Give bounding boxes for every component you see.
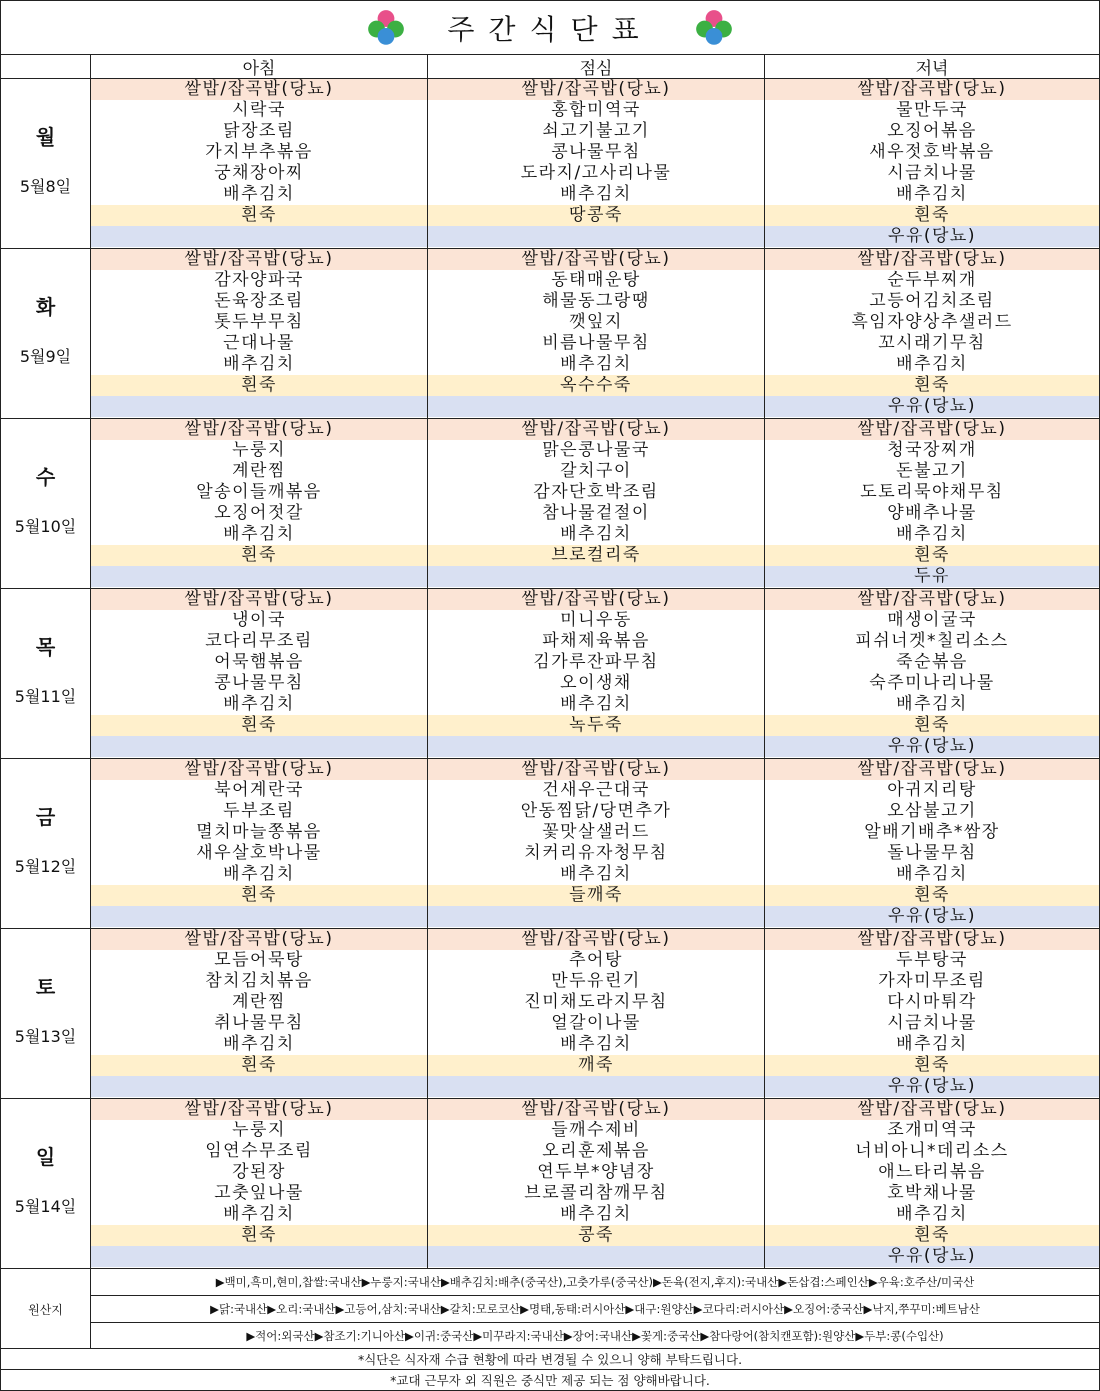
menu-item: 흑임자양상추샐러드 (851, 312, 1013, 332)
menu-item: 도라지/고사리나물 (520, 163, 672, 183)
menu-item: 흰죽 (914, 1055, 950, 1075)
menu-item: 돌나물무침 (887, 843, 977, 863)
menu-item (428, 906, 764, 927)
menu-item: 돈육장조림 (214, 291, 304, 311)
menu-item: 흰죽 (914, 205, 950, 225)
menu-item: 배추김치 (223, 1034, 295, 1054)
menu-item: 배추김치 (223, 694, 295, 714)
menu-item: 흰죽 (914, 715, 950, 735)
menu-item: 배추김치 (223, 184, 295, 204)
column-header-breakfast: 아침 (91, 55, 427, 79)
menu-item: 냉이국 (232, 610, 286, 630)
day-label (1, 79, 90, 249)
menu-item: 쌀밥/잡곡밥(당뇨) (521, 419, 671, 439)
menu-item: 얼갈이나물 (551, 1013, 641, 1033)
menu-item: 우유(당뇨) (888, 396, 976, 416)
menu-item: 죽순볶음 (896, 652, 968, 672)
dinner-cell (765, 1099, 1099, 1269)
lunch-cell (428, 249, 764, 419)
menu-item: 쌀밥/잡곡밥(당뇨) (521, 589, 671, 609)
menu-item: 도토리묵야채무침 (860, 482, 1004, 502)
column-header-lunch: 점심 (428, 55, 764, 79)
menu-item: 비름나물무침 (542, 333, 650, 353)
menu-item (91, 1076, 427, 1097)
menu-item: 배추김치 (223, 354, 295, 374)
menu-item: 강된장 (232, 1162, 286, 1182)
menu-item: 쌀밥/잡곡밥(당뇨) (857, 929, 1007, 949)
menu-item: 콩죽 (578, 1225, 614, 1245)
menu-item: 배추김치 (223, 524, 295, 544)
menu-item: 쌀밥/잡곡밥(당뇨) (857, 1099, 1007, 1119)
menu-item: 우유(당뇨) (888, 226, 976, 246)
menu-item: 감자단호박조림 (533, 482, 659, 502)
menu-item: 피쉬너겟*칠리소스 (855, 631, 1009, 651)
menu-item: 누룽지 (232, 1120, 286, 1140)
lunch-cell (428, 1099, 764, 1269)
menu-item: 가지부추볶음 (205, 142, 313, 162)
menu-item: 너비아니*데리소스 (855, 1141, 1009, 1161)
menu-item: 우유(당뇨) (888, 1076, 976, 1096)
title-bar (1, 1, 1099, 55)
menu-item (428, 1076, 764, 1097)
menu-item: 콩나물무침 (214, 673, 304, 693)
menu-item: 임연수무조림 (205, 1141, 313, 1161)
menu-item: 궁채장아찌 (214, 163, 304, 183)
menu-item: 안동찜닭/당면추가 (520, 801, 672, 821)
menu-item: 누룽지 (232, 440, 286, 460)
menu-item (91, 566, 427, 587)
day-label (1, 249, 90, 419)
menu-item: 흰죽 (914, 545, 950, 565)
menu-item: 어묵햄볶음 (214, 652, 304, 672)
menu-item: 물만두국 (896, 100, 968, 120)
menu-item (428, 1246, 764, 1267)
dinner-cell (765, 249, 1099, 419)
day-date: 5월10일 (14, 517, 77, 536)
menu-item: 오삼불고기 (887, 801, 977, 821)
menu-item: 쌀밥/잡곡밥(당뇨) (857, 79, 1007, 99)
menu-item: 시금치나물 (887, 1013, 977, 1033)
day-name: 일 (35, 1145, 56, 1169)
lunch-cell (428, 79, 764, 249)
lunch-cell (428, 929, 764, 1099)
menu-item: 추어탕 (569, 950, 623, 970)
menu-item: 다시마튀각 (887, 992, 977, 1012)
menu-item: 쌀밥/잡곡밥(당뇨) (857, 249, 1007, 269)
menu-item: 쌀밥/잡곡밥(당뇨) (521, 759, 671, 779)
menu-item: 배추김치 (896, 1204, 968, 1224)
menu-item: 쌀밥/잡곡밥(당뇨) (521, 929, 671, 949)
menu-item: 닭장조림 (223, 121, 295, 141)
day-label (1, 589, 90, 759)
clover-icon (693, 7, 735, 49)
origin-line: ▶닭:국내산▶오리:국내산▶고등어,삼치:국내산▶갈치:모로코산▶명태,동태:러시아산▶대구:원양산▶코다리:러시아산▶오징어:중국산▶낙지,쭈꾸미:베트남산 (210, 1302, 980, 1316)
menu-item: 가자미무조림 (878, 971, 986, 991)
menu-item (428, 226, 764, 247)
menu-item: 계란찜 (232, 461, 286, 481)
column-header-dinner: 저녁 (765, 55, 1099, 79)
menu-item: 고춧잎나물 (214, 1183, 304, 1203)
menu-item: 두부탕국 (896, 950, 968, 970)
day-label (1, 759, 90, 929)
menu-item: 흰죽 (241, 1225, 277, 1245)
menu-item: 호박채나물 (887, 1183, 977, 1203)
dinner-cell (765, 79, 1099, 249)
day-date: 5월13일 (14, 1027, 77, 1046)
menu-item: 배추김치 (560, 524, 632, 544)
menu-item (91, 396, 427, 417)
menu-item: 멸치마늘쫑볶음 (196, 822, 322, 842)
menu-item: 파채제육볶음 (542, 631, 650, 651)
menu-item: 해물동그랑땡 (542, 291, 650, 311)
menu-item: 꼬시래기무침 (878, 333, 986, 353)
menu-item: 배추김치 (560, 1204, 632, 1224)
menu-item: 쌀밥/잡곡밥(당뇨) (857, 589, 1007, 609)
menu-item: 배추김치 (896, 1034, 968, 1054)
menu-item: 고등어김치조림 (869, 291, 995, 311)
menu-item: 모듬어묵탕 (214, 950, 304, 970)
day-name: 금 (35, 805, 56, 829)
menu-item: 코다리무조림 (205, 631, 313, 651)
menu-item: 건새우근대국 (542, 780, 650, 800)
day-label (1, 929, 90, 1099)
menu-item: 쌀밥/잡곡밥(당뇨) (857, 759, 1007, 779)
menu-item: 오이생채 (560, 673, 632, 693)
day-name: 토 (35, 975, 56, 999)
day-name: 화 (35, 295, 56, 319)
menu-item: 애느타리볶음 (878, 1162, 986, 1182)
day-label (1, 1099, 90, 1269)
menu-item: 배추김치 (560, 864, 632, 884)
menu-item: 두부조림 (223, 801, 295, 821)
menu-item: 흰죽 (914, 885, 950, 905)
menu-item: 매생이굴국 (887, 610, 977, 630)
menu-item: 조개미역국 (887, 1120, 977, 1140)
menu-item: 알배기배추*쌈장 (864, 822, 1000, 842)
menu-item: 아귀지리탕 (887, 780, 977, 800)
dinner-cell (765, 589, 1099, 759)
menu-item: 감자양파국 (214, 270, 304, 290)
menu-item: 배추김치 (896, 524, 968, 544)
menu-item (428, 736, 764, 757)
day-date: 5월12일 (14, 857, 77, 876)
page-title: 주간식단표 (447, 12, 653, 46)
menu-item: 들깨수제비 (551, 1120, 641, 1140)
menu-item: 참나물겉절이 (542, 503, 650, 523)
origin-label: 원산지 (28, 1302, 63, 1317)
menu-item: 오리훈제볶음 (542, 1141, 650, 1161)
dinner-cell (765, 929, 1099, 1099)
menu-item: 참치김치볶음 (205, 971, 313, 991)
menu-item: 우유(당뇨) (888, 1246, 976, 1266)
column-header-day (1, 55, 90, 79)
menu-item: 쇠고기불고기 (542, 121, 650, 141)
menu-item: 쌀밥/잡곡밥(당뇨) (184, 1099, 334, 1119)
clover-icon (365, 7, 407, 49)
menu-item: 시금치나물 (887, 163, 977, 183)
menu-item: 배추김치 (896, 184, 968, 204)
breakfast-cell (91, 79, 427, 249)
footnote: *식단은 식자재 수급 현황에 따라 변경될 수 있으니 양해 부탁드립니다. (1, 1348, 1099, 1370)
breakfast-cell (91, 929, 427, 1099)
menu-item: 배추김치 (560, 184, 632, 204)
lunch-cell (428, 419, 764, 589)
menu-item: 홍합미역국 (551, 100, 641, 120)
breakfast-cell (91, 249, 427, 419)
menu-item: 브로콜리참깨무침 (524, 1183, 668, 1203)
menu-item: 흰죽 (241, 205, 277, 225)
menu-item: 배추김치 (560, 354, 632, 374)
menu-item (428, 396, 764, 417)
menu-item: 순두부찌개 (887, 270, 977, 290)
menu-item: 옥수수죽 (560, 375, 632, 395)
day-date: 5월11일 (14, 687, 77, 706)
menu-item: 미니우동 (560, 610, 632, 630)
menu-item: 동태매운탕 (551, 270, 641, 290)
menu-item: 치커리유자청무침 (524, 843, 668, 863)
menu-item (91, 906, 427, 927)
breakfast-cell (91, 759, 427, 929)
menu-item: 청국장찌개 (887, 440, 977, 460)
menu-item (428, 566, 764, 587)
origin-line: ▶백미,흑미,현미,찹쌀:국내산▶누룽지:국내산▶배추김치:배추(중국산),고춧가루(중국산)▶돈육(전지,후지):국내산▶돈삽겹:스페인산▶우육:호주산/미국산 (215, 1275, 975, 1289)
menu-item: 오징어젓갈 (214, 503, 304, 523)
day-name: 수 (35, 465, 56, 489)
menu-item: 흰죽 (914, 375, 950, 395)
menu-item: 흰죽 (241, 545, 277, 565)
menu-item: 쌀밥/잡곡밥(당뇨) (184, 79, 334, 99)
lunch-cell (428, 759, 764, 929)
menu-item (91, 736, 427, 757)
menu-item: 흰죽 (241, 1055, 277, 1075)
day-name: 목 (35, 635, 56, 659)
menu-item: 김가루잔파무침 (533, 652, 659, 672)
breakfast-cell (91, 419, 427, 589)
menu-item: 쌀밥/잡곡밥(당뇨) (184, 929, 334, 949)
day-date: 5월8일 (19, 177, 72, 196)
menu-item: 쌀밥/잡곡밥(당뇨) (184, 759, 334, 779)
menu-item: 계란찜 (232, 992, 286, 1012)
day-date: 5월14일 (14, 1197, 77, 1216)
menu-item: 갈치구이 (560, 461, 632, 481)
menu-item: 근대나물 (223, 333, 295, 353)
menu-item: 흰죽 (914, 1225, 950, 1245)
menu-item (91, 226, 427, 247)
menu-item: 배추김치 (223, 864, 295, 884)
menu-item: 들깨죽 (569, 885, 623, 905)
menu-item: 배추김치 (560, 1034, 632, 1054)
menu-item: 녹두죽 (569, 715, 623, 735)
menu-item: 흰죽 (241, 885, 277, 905)
menu-item: 쌀밥/잡곡밥(당뇨) (521, 249, 671, 269)
menu-item: 우유(당뇨) (888, 906, 976, 926)
menu-item: 배추김치 (223, 1204, 295, 1224)
dinner-cell (765, 419, 1099, 589)
menu-item: 쌀밥/잡곡밥(당뇨) (521, 79, 671, 99)
menu-item: 배추김치 (560, 694, 632, 714)
menu-item: 쌀밥/잡곡밥(당뇨) (521, 1099, 671, 1119)
day-date: 5월9일 (19, 347, 72, 366)
menu-item: 취나물무침 (214, 1013, 304, 1033)
menu-item: 두유 (914, 566, 950, 586)
menu-item: 깻잎지 (569, 312, 623, 332)
menu-item: 우유(당뇨) (888, 736, 976, 756)
origin-line: ▶적어:외국산▶참조기:기니아산▶이귀:중국산▶미꾸라지:국내산▶장어:국내산▶꽃게:중국산▶참다랑어(참치캔포함):원양산▶두부:콩(수입산) (246, 1329, 944, 1343)
menu-item: 맑은콩나물국 (542, 440, 650, 460)
menu-item: 양배추나물 (887, 503, 977, 523)
menu-item: 배추김치 (896, 694, 968, 714)
breakfast-cell (91, 1099, 427, 1269)
menu-item: 쌀밥/잡곡밥(당뇨) (184, 419, 334, 439)
menu-item: 새우젓호박볶음 (869, 142, 995, 162)
menu-item: 쌀밥/잡곡밥(당뇨) (857, 419, 1007, 439)
menu-item: 배추김치 (896, 354, 968, 374)
menu-item: 오징어볶음 (887, 121, 977, 141)
menu-item: 꽃맛살샐러드 (542, 822, 650, 842)
menu-item: 쌀밥/잡곡밥(당뇨) (184, 589, 334, 609)
menu-item: 연두부*양념장 (537, 1162, 655, 1182)
menu-item: 시락국 (232, 100, 286, 120)
breakfast-cell (91, 589, 427, 759)
menu-item: 깨죽 (578, 1055, 614, 1075)
menu-item: 흰죽 (241, 375, 277, 395)
menu-item: 만두유린기 (551, 971, 641, 991)
day-name: 월 (35, 125, 56, 149)
menu-item: 새우살호박나물 (196, 843, 322, 863)
dinner-cell (765, 759, 1099, 929)
menu-item (91, 1246, 427, 1267)
menu-item: 콩나물무침 (551, 142, 641, 162)
menu-item: 진미채도라지무침 (524, 992, 668, 1012)
footnote: *교대 근무자 외 직원은 중식만 제공 되는 점 양해바랍니다. (1, 1369, 1099, 1391)
menu-item: 브로컬리죽 (551, 545, 641, 565)
menu-item: 배추김치 (896, 864, 968, 884)
menu-item: 숙주미나리나물 (869, 673, 995, 693)
menu-item: 알송이들깨볶음 (196, 482, 322, 502)
menu-item: 쌀밥/잡곡밥(당뇨) (184, 249, 334, 269)
menu-item: 돈불고기 (896, 461, 968, 481)
menu-item: 흰죽 (241, 715, 277, 735)
day-label (1, 419, 90, 589)
menu-item: 북어계란국 (214, 780, 304, 800)
origin-section (1, 1268, 1099, 1349)
lunch-cell (428, 589, 764, 759)
menu-item: 톳두부무침 (214, 312, 304, 332)
menu-item: 땅콩죽 (569, 205, 623, 225)
